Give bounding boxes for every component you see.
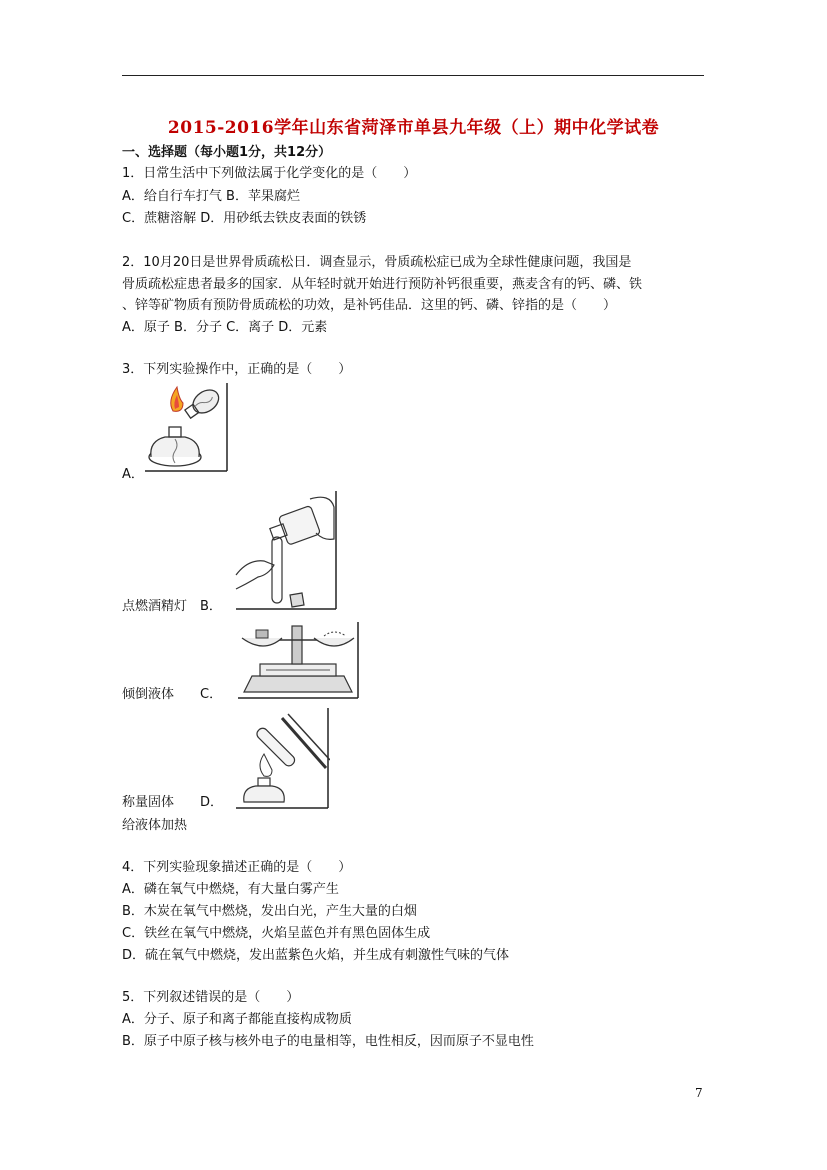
q4-option-d: D．硫在氧气中燃烧，发出蓝紫色火焰，并生成有刺激性气味的气体: [122, 948, 510, 963]
q3-stem: 3．下列实验操作中，正确的是（ ）: [122, 362, 352, 377]
q1-option-line: C．蔗糖溶解 D．用砂纸去铁皮表面的铁锈: [122, 211, 367, 226]
figure-d-caption: 给液体加热: [122, 818, 188, 833]
section-heading: 一、选择题（每小题1分，共12分）: [122, 145, 332, 160]
q5-stem: 5．下列叙述错误的是（ ）: [122, 990, 300, 1005]
figure-b-label: 点燃酒精灯 B．: [122, 599, 222, 614]
q4-option-a: A．磷在氧气中燃烧，有大量白雾产生: [122, 882, 339, 897]
figure-c-weighing-solid: [236, 620, 360, 700]
exam-title: 2015-2016学年山东省菏泽市单县九年级（上）期中化学试卷: [167, 118, 660, 138]
q2-stem-line: 、锌等矿物质有预防骨质疏松的功效，是补钙佳品．这里的钙、磷、锌指的是（ ）: [122, 298, 617, 313]
q2-option-line: A．原子 B．分子 C．离子 D．元素: [122, 320, 328, 335]
q4-option-b: B．木炭在氧气中燃烧，发出白光，产生大量的白烟: [122, 904, 417, 919]
figure-a-lighting-lamp: [143, 381, 229, 473]
figure-a-label: A．: [122, 467, 144, 482]
q1-option-line: A．给自行车打气 B．苹果腐烂: [122, 189, 300, 204]
q2-stem-line: 2．10月20日是世界骨质疏松日．调查显示，骨质疏松症已成为全球性健康问题，我国是: [122, 255, 632, 270]
q4-option-c: C．铁丝在氧气中燃烧，火焰呈蓝色并有黑色固体生成: [122, 926, 431, 941]
figure-c-label: 倾倒液体 C．: [122, 687, 223, 702]
q4-stem: 4．下列实验现象描述正确的是（ ）: [122, 860, 352, 875]
q2-stem-line: 骨质疏松症患者最多的国家．从年轻时就开始进行预防补钙很重要，燕麦含有的钙、磷、铁: [122, 277, 643, 292]
figure-d-label: 称量固体 D．: [122, 795, 224, 810]
page-number: 7: [695, 1086, 703, 1100]
q5-option-b: B．原子中原子核与核外电子的电量相等，电性相反，因而原子不显电性: [122, 1034, 534, 1049]
q5-option-a: A．分子、原子和离子都能直接构成物质: [122, 1012, 352, 1027]
header-rule: [122, 75, 704, 76]
figure-d-heating-liquid: [234, 706, 330, 810]
q1-stem: 1．日常生活中下列做法属于化学变化的是（ ）: [122, 166, 417, 181]
figure-b-pouring-liquid: [234, 489, 338, 611]
